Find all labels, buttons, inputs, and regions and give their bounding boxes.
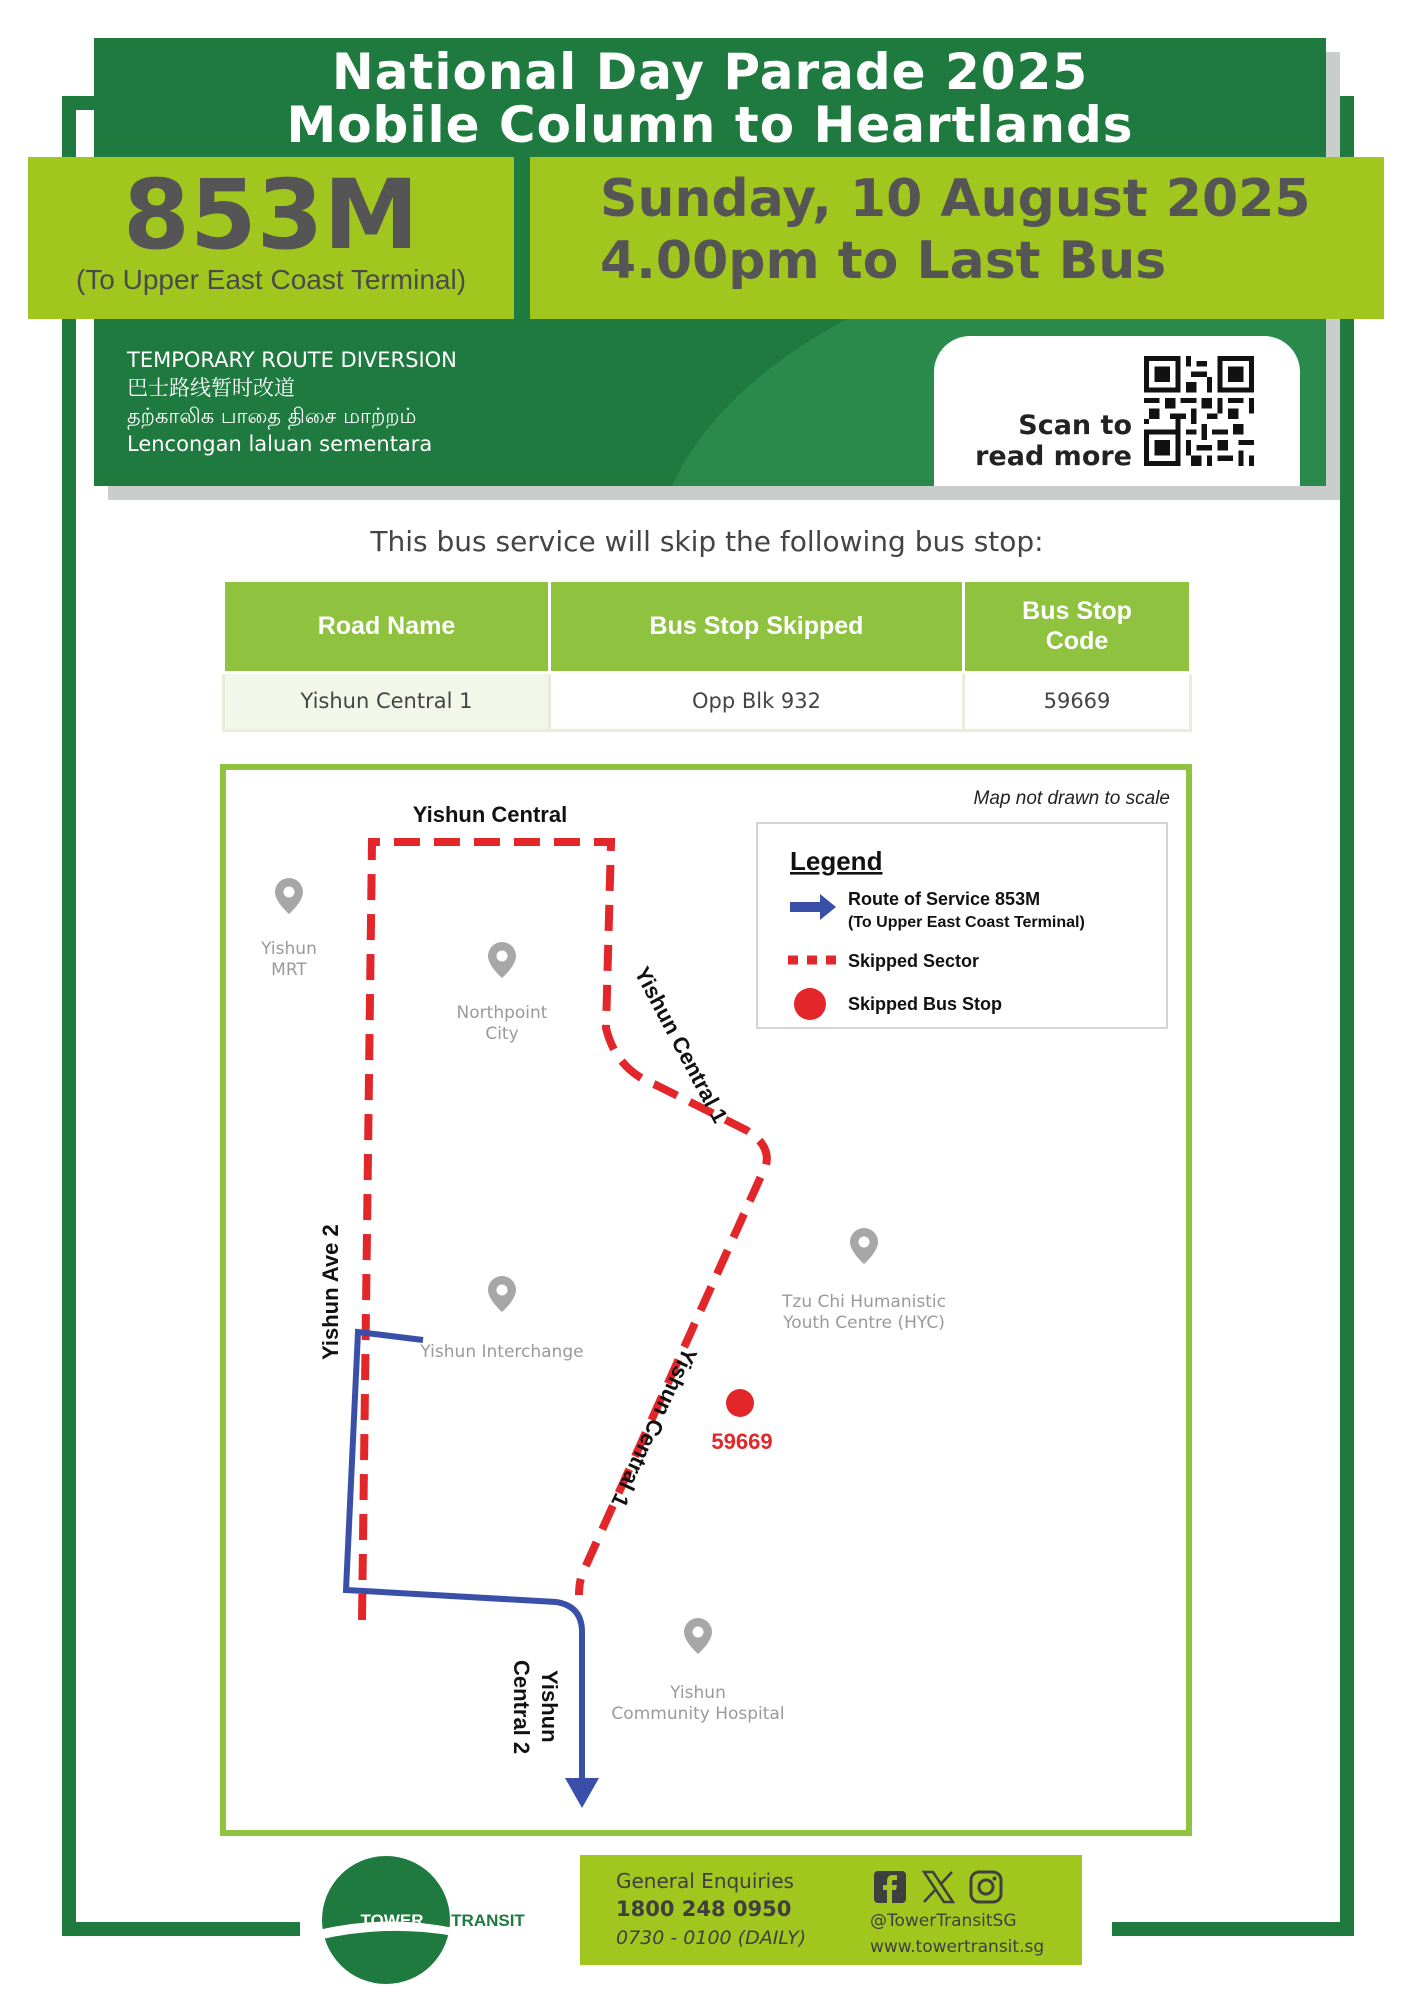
- place-northpoint-1: Northpoint: [456, 1003, 548, 1023]
- title-line-1: National Day Parade 2025: [331, 43, 1089, 101]
- place-tzu-chi-1: Tzu Chi Humanistic: [782, 1292, 946, 1312]
- diversion-chinese: 巴士路线暂时改道: [127, 376, 295, 400]
- title-line-2: Mobile Column to Heartlands: [286, 96, 1134, 154]
- skipped-sector-line: [362, 842, 767, 1620]
- enquiries-phone: 1800 248 0950: [616, 1897, 792, 1921]
- road-label-yishun-central-1-top: Yishun Central 1: [629, 962, 733, 1127]
- diversion-english: TEMPORARY ROUTE DIVERSION: [127, 348, 457, 372]
- road-label-yishun-ave-2: Yishun Ave 2: [318, 1224, 343, 1360]
- route-number: 853M: [123, 159, 419, 271]
- road-label-yishun-central-2-b: Central 2: [509, 1660, 534, 1755]
- road-label-yishun-central-1-mid: Yishun Central 1: [606, 1343, 703, 1512]
- route-number-band: [28, 157, 514, 319]
- enquiries-hours: 0730 - 0100 (DAILY): [616, 1927, 807, 1949]
- enquiries-label: General Enquiries: [616, 1869, 794, 1893]
- facebook-icon[interactable]: [872, 1869, 908, 1905]
- pin-icon-northpoint: [488, 942, 516, 978]
- diversion-time: 4.00pm to Last Bus: [600, 231, 1167, 291]
- diversion-malay: Lencongan laluan sementara: [127, 432, 433, 456]
- table-header-row: [224, 582, 1191, 672]
- header-bus-stop-skipped: Bus Stop Skipped: [550, 582, 964, 672]
- scan-text: [972, 410, 1132, 472]
- logo-word-transit: TRANSIT: [451, 1911, 525, 1930]
- intro-text: This bus service will skip the following bus stop:: [370, 525, 1044, 558]
- scan-line-1: Scan to: [1018, 410, 1132, 441]
- header-bus-stop-code: [964, 582, 1191, 672]
- place-hospital-1: Yishun: [670, 1683, 726, 1703]
- route-map: [220, 764, 1192, 1836]
- map-legend: [757, 823, 1167, 1028]
- website-link[interactable]: www.towertransit.sg: [870, 1937, 1045, 1957]
- route-arrow-head: [565, 1778, 599, 1808]
- instagram-icon[interactable]: [968, 1869, 1004, 1905]
- page-title: [94, 43, 1326, 154]
- legend-route-line1: Route of Service 853M: [848, 889, 1041, 909]
- diversion-tamil: தற்காலிக பாதை திசை மாற்றம்: [127, 404, 417, 428]
- place-yishun-mrt-2: MRT: [271, 960, 307, 980]
- cell-stop-code: 59669: [964, 672, 1191, 730]
- scan-box: [934, 336, 1300, 486]
- place-hospital-2: Community Hospital: [611, 1704, 785, 1724]
- scan-line-2: read more: [975, 441, 1132, 472]
- place-yishun-mrt-1: Yishun: [261, 939, 317, 959]
- place-tzu-chi-2: Youth Centre (HYC): [783, 1313, 945, 1333]
- legend-title: Legend: [790, 846, 883, 876]
- place-yishun-interchange: Yishun Interchange: [420, 1342, 584, 1362]
- x-icon[interactable]: [920, 1869, 956, 1905]
- qr-code-icon[interactable]: [1144, 356, 1254, 466]
- table-row: [224, 672, 1191, 730]
- tower-transit-logo-icon: [306, 1844, 546, 2000]
- pin-icon-yishun-mrt: [275, 878, 303, 914]
- legend-skipped-stop-icon: [794, 988, 826, 1020]
- road-label-yishun-central: Yishun Central: [412, 802, 568, 827]
- road-label-yishun-central-2-a: Yishun: [537, 1670, 562, 1743]
- header-bus-stop-code-text: Bus Stop Code: [1022, 597, 1132, 656]
- footer-contact: [580, 1855, 1082, 1965]
- pin-icon-tzu-chi: [850, 1228, 878, 1264]
- skipped-bus-stop-marker: [726, 1389, 754, 1417]
- legend-skipped-sector: Skipped Sector: [848, 951, 980, 971]
- map-scale-note: Map not drawn to scale: [973, 788, 1170, 809]
- logo-word-tower: TOWER: [360, 1911, 424, 1930]
- cell-road-name: Yishun Central 1: [224, 672, 550, 730]
- social-handle[interactable]: @TowerTransitSG: [870, 1911, 1017, 1931]
- route-destination: (To Upper East Coast Terminal): [75, 264, 467, 295]
- diversion-notice: [127, 346, 457, 458]
- tower-transit-logo: [306, 1844, 546, 2000]
- legend-route-line2: (To Upper East Coast Terminal): [848, 914, 1085, 931]
- legend-skipped-stop: Skipped Bus Stop: [848, 994, 1003, 1014]
- cell-bus-stop: Opp Blk 932: [550, 672, 964, 730]
- date-band: [530, 157, 1384, 319]
- pin-icon-yishun-interchange: [488, 1276, 516, 1312]
- skipped-stop-code: 59669: [711, 1429, 773, 1454]
- diversion-date: Sunday, 10 August 2025: [600, 169, 1311, 229]
- map-canvas: [226, 770, 1186, 1830]
- place-northpoint-2: City: [485, 1024, 519, 1044]
- header-road-name: Road Name: [224, 582, 550, 672]
- skipped-stop-table: [222, 582, 1192, 732]
- pin-icon-yishun-community-hospital: [684, 1618, 712, 1654]
